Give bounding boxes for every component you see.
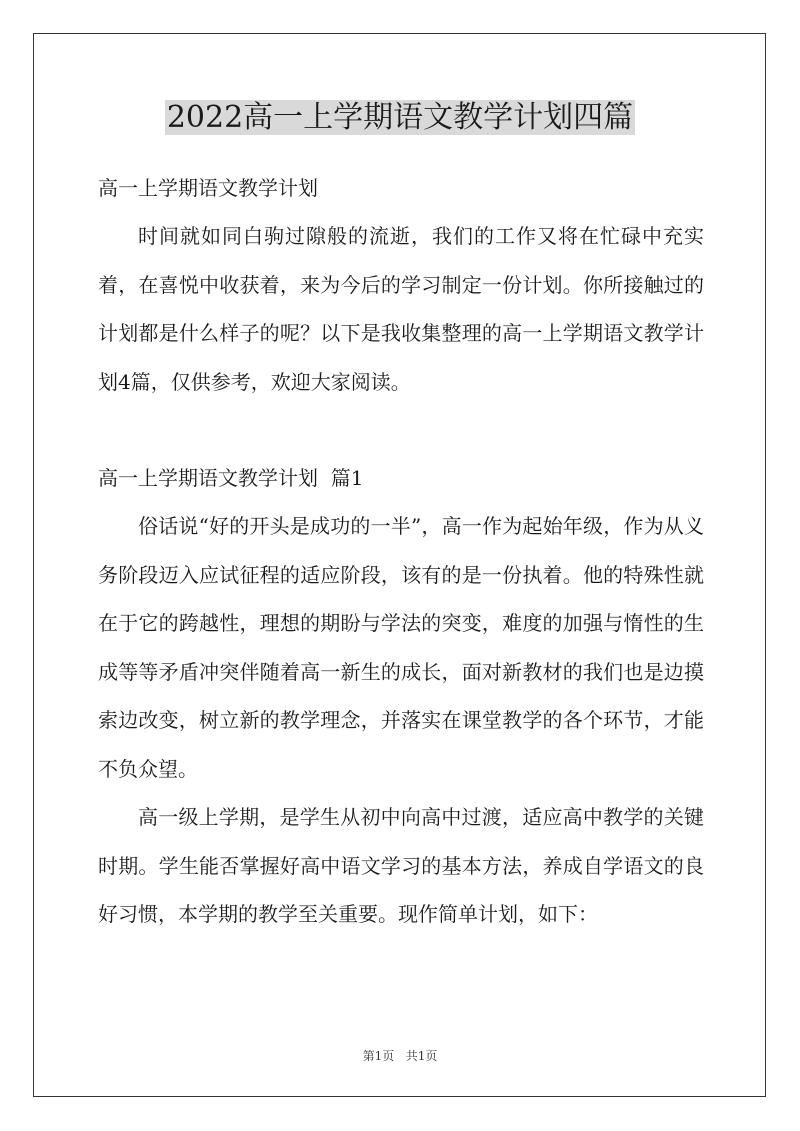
intro-paragraph: 时间就如同白驹过隙般的流逝，我们的工作又将在忙碌中充实着，在喜悦中收获着，来为今后的学习制定一份计划。你所接触过的计划都是什么样子的呢？以下是我收集整理的高一上学期语文教学计划4篇，仅供参考，欢迎大家阅读。 xyxy=(98,224,704,394)
document-body xyxy=(98,164,704,939)
section1-heading: 高一上学期语文教学计划 篇1 xyxy=(98,466,364,490)
section1-paragraph-1: 俗话说“好的开头是成功的一半”，高一作为起始年级，作为从义务阶段迈入应试征程的适应阶段，该有的是一份执着。他的特殊性就在于它的跨越性，理想的期盼与学法的突变，难度的加强与惰性的生成等等矛盾冲突伴随着高一新生的成长，面对新教材的我们也是边摸索边改变，树立新的教学理念，并落实在课堂教学的各个环节，才能不负众望。 xyxy=(98,514,704,781)
section-spacer xyxy=(98,406,704,454)
intro-heading: 高一上学期语文教学计划 xyxy=(98,176,318,200)
document-title xyxy=(0,96,800,140)
section1-paragraph-2: 高一级上学期，是学生从初中向高中过渡，适应高中教学的关键时期。学生能否掌握好高中语文学习的基本方法，养成自学语文的良好习惯，本学期的教学至关重要。现作简单计划，如下： xyxy=(98,805,704,926)
document-title-text: 2022高一上学期语文教学计划四篇 xyxy=(166,100,634,135)
page-footer: 第1页 共1页 xyxy=(362,1049,438,1063)
